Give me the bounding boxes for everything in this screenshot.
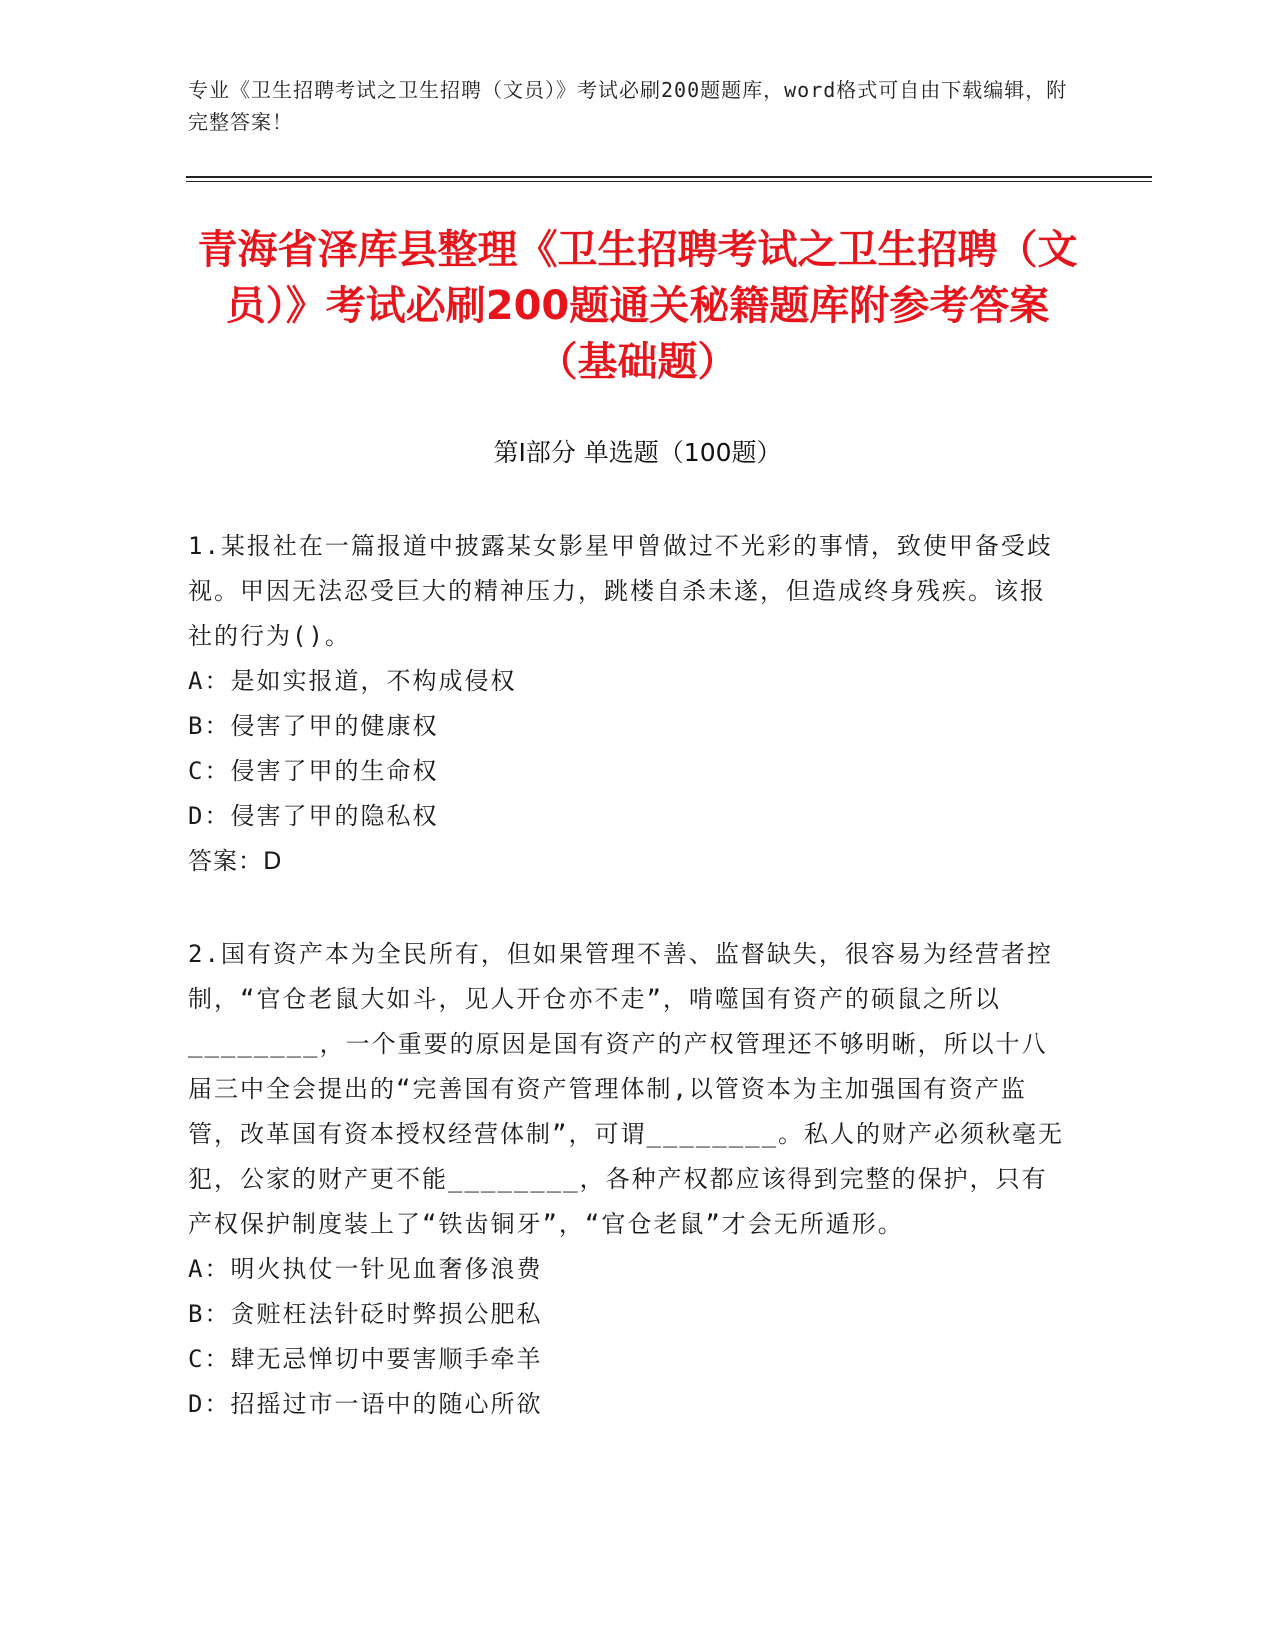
question-stem: 2.国有资产本为全民所有，但如果管理不善、监督缺失，很容易为经营者控制，“官仓老鼠大如斗，见人开仓亦不走”，啃噬国有资产的硕鼠之所以________，一个重要的原因是国有资产的产权管理还不够明晰，所以十八届三中全会提出的“完善国有资产管理体制,以管资本为主加强国有资产监管，改革国有资本授权经营体制”，可谓________。私人的财产必须秋毫无犯，公家的财产更不能________，各种产权都应该得到完整的保护，只有产权保护制度装上了“铁齿铜牙”，“官仓老鼠”才会无所遁形。 xyxy=(188,940,1065,1238)
document-title: 青海省泽库县整理《卫生招聘考试之卫生招聘（文员）》考试必刷200题通关秘籍题库附参考答案（基础题） xyxy=(197,227,1078,385)
option-a: A：明火执仗一针见血奢侈浪费 xyxy=(188,1255,543,1283)
header-divider-thin xyxy=(186,181,1152,182)
option-c: C：侵害了甲的生命权 xyxy=(188,757,439,785)
question-item xyxy=(188,524,1068,884)
header-note: 专业《卫生招聘考试之卫生招聘（文员）》考试必刷200题题库，word格式可自由下载编辑，附完整答案！ xyxy=(188,78,1068,134)
answer-text: 答案：D xyxy=(188,847,283,875)
option-a: A：是如实报道，不构成侵权 xyxy=(188,667,517,695)
option-b: B：贪赃枉法针砭时弊损公肥私 xyxy=(188,1300,543,1328)
question-stem: 1.某报社在一篇报道中披露某女影星甲曾做过不光彩的事情，致使甲备受歧视。甲因无法忍受巨大的精神压力，跳楼自杀未遂，但造成终身残疾。该报社的行为()。 xyxy=(188,532,1053,650)
option-d: D：招摇过市一语中的随心所欲 xyxy=(188,1390,543,1418)
section-heading: 第I部分 单选题（100题） xyxy=(493,438,782,467)
header-divider-thick xyxy=(186,176,1152,178)
option-b: B：侵害了甲的健康权 xyxy=(188,712,439,740)
option-c: C：肆无忌惮切中要害顺手牵羊 xyxy=(188,1345,543,1373)
option-d: D：侵害了甲的隐私权 xyxy=(188,802,439,830)
question-item xyxy=(188,932,1068,1427)
